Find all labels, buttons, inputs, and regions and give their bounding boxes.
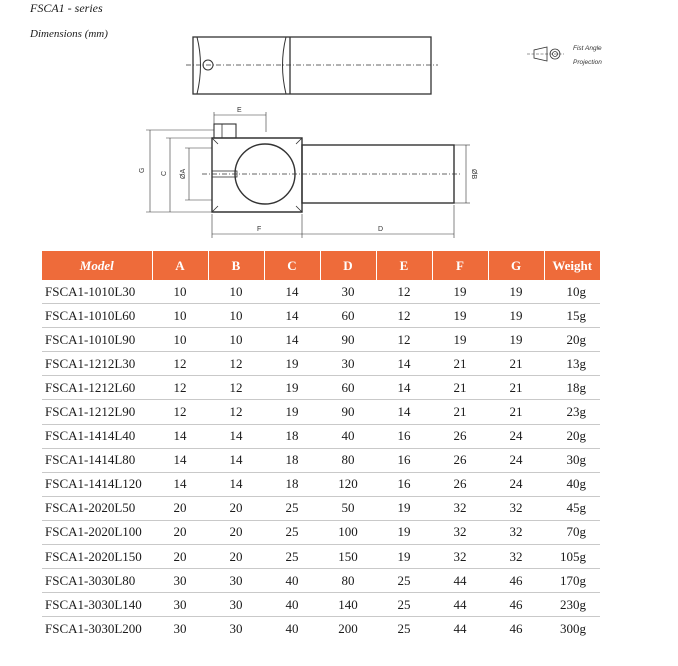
cell-e: 19	[376, 496, 432, 520]
header-a: A	[152, 251, 208, 280]
cell-d: 90	[320, 400, 376, 424]
dim-label-f: F	[257, 226, 262, 233]
cell-d: 50	[320, 496, 376, 520]
cell-g: 32	[488, 545, 544, 569]
cell-b: 30	[208, 569, 264, 593]
table-row	[42, 328, 600, 352]
header-model: Model	[42, 251, 152, 280]
dim-label-a: ØA	[180, 168, 187, 179]
cell-d: 140	[320, 593, 376, 617]
table-row	[42, 400, 600, 424]
dimension-labels	[139, 107, 477, 233]
cell-b: 12	[208, 352, 264, 376]
table-row	[42, 520, 600, 544]
cell-c: 25	[264, 520, 320, 544]
cell-e: 14	[376, 400, 432, 424]
cell-a: 20	[152, 496, 208, 520]
dimensions-table	[42, 251, 600, 640]
cell-model: FSCA1-1010L60	[42, 304, 152, 328]
cell-b: 14	[208, 448, 264, 472]
cell-d: 30	[320, 352, 376, 376]
table-row	[42, 376, 600, 400]
cell-model: FSCA1-1414L40	[42, 424, 152, 448]
cell-e: 12	[376, 328, 432, 352]
dim-label-b: ØB	[470, 169, 477, 180]
cell-b: 14	[208, 424, 264, 448]
cell-b: 12	[208, 376, 264, 400]
cell-g: 21	[488, 376, 544, 400]
cell-f: 19	[432, 304, 488, 328]
cell-a: 20	[152, 520, 208, 544]
cell-b: 12	[208, 400, 264, 424]
cell-a: 14	[152, 424, 208, 448]
table-row	[42, 472, 600, 496]
cell-a: 12	[152, 352, 208, 376]
cell-b: 10	[208, 304, 264, 328]
cell-weight: 230g	[544, 593, 600, 617]
cell-a: 10	[152, 328, 208, 352]
cell-e: 25	[376, 569, 432, 593]
cell-weight: 23g	[544, 400, 600, 424]
cell-a: 20	[152, 545, 208, 569]
cell-a: 10	[152, 280, 208, 304]
cell-b: 20	[208, 496, 264, 520]
cell-f: 21	[432, 352, 488, 376]
cell-model: FSCA1-2020L150	[42, 545, 152, 569]
projection-label-2: Projection	[573, 59, 602, 66]
cell-a: 12	[152, 400, 208, 424]
cell-e: 14	[376, 352, 432, 376]
cell-d: 150	[320, 545, 376, 569]
cell-f: 44	[432, 569, 488, 593]
cell-d: 80	[320, 569, 376, 593]
technical-drawing	[0, 0, 678, 245]
top-view	[186, 37, 438, 94]
cell-a: 14	[152, 448, 208, 472]
cell-e: 19	[376, 520, 432, 544]
cell-g: 32	[488, 520, 544, 544]
table-body	[42, 280, 600, 640]
cell-e: 16	[376, 424, 432, 448]
table-row	[42, 593, 600, 617]
cell-c: 19	[264, 376, 320, 400]
cell-weight: 13g	[544, 352, 600, 376]
cell-weight: 300g	[560, 620, 586, 636]
table-row	[42, 352, 600, 376]
cell-c: 40	[264, 569, 320, 593]
page-title: FSCA1 - series	[30, 1, 103, 15]
cell-d: 30	[320, 280, 376, 304]
cell-weight: 30g	[544, 448, 600, 472]
cell-g: 19	[488, 304, 544, 328]
cell-c: 18	[264, 448, 320, 472]
cell-a: 30	[173, 620, 187, 636]
cell-d: 60	[320, 304, 376, 328]
cell-e: 16	[376, 472, 432, 496]
table-row	[42, 424, 600, 448]
cell-g: 46	[509, 620, 523, 636]
cell-c: 18	[264, 424, 320, 448]
cell-c: 14	[264, 280, 320, 304]
cell-weight: 20g	[544, 328, 600, 352]
dim-label-c: C	[161, 170, 168, 176]
cell-model: FSCA1-3030L80	[42, 569, 152, 593]
cell-g: 46	[488, 593, 544, 617]
cell-model: FSCA1-2020L50	[42, 496, 152, 520]
cell-g: 19	[488, 280, 544, 304]
cell-b: 14	[208, 472, 264, 496]
cell-f: 21	[432, 376, 488, 400]
cell-model: FSCA1-1010L90	[42, 328, 152, 352]
cell-model: FSCA1-1414L120	[42, 472, 152, 496]
cell-d: 90	[320, 328, 376, 352]
cell-g: 21	[488, 400, 544, 424]
table-header-row	[42, 251, 600, 280]
cell-c: 25	[264, 545, 320, 569]
cell-f: 26	[432, 424, 488, 448]
table-row	[42, 569, 600, 593]
cell-b: 10	[208, 280, 264, 304]
cell-c: 19	[264, 352, 320, 376]
cell-c: 14	[264, 304, 320, 328]
header-b: B	[208, 251, 264, 280]
cell-e: 19	[376, 545, 432, 569]
cell-g: 24	[488, 424, 544, 448]
cell-model: FSCA1-1212L30	[42, 352, 152, 376]
cell-f: 19	[432, 280, 488, 304]
cell-model: FSCA1-3030L140	[42, 593, 152, 617]
cell-a: 14	[152, 472, 208, 496]
header-e: E	[376, 251, 432, 280]
cell-d: 200	[338, 620, 358, 636]
cell-g: 24	[488, 472, 544, 496]
cell-b: 20	[208, 520, 264, 544]
cell-model: FSCA1-1212L60	[42, 376, 152, 400]
cell-a: 30	[152, 593, 208, 617]
cell-c: 40	[285, 620, 299, 636]
cell-e: 14	[376, 376, 432, 400]
cell-b: 30	[208, 593, 264, 617]
cell-f: 21	[432, 400, 488, 424]
dim-label-e: E	[237, 107, 242, 114]
dimension-lines	[146, 112, 470, 238]
cell-g: 46	[488, 569, 544, 593]
cell-weight: 170g	[544, 569, 600, 593]
cell-c: 25	[264, 496, 320, 520]
cell-c: 14	[264, 328, 320, 352]
dim-label-d: D	[378, 226, 384, 233]
cell-c: 40	[264, 593, 320, 617]
dim-label-g: G	[139, 167, 146, 173]
cell-d: 60	[320, 376, 376, 400]
cell-weight: 45g	[544, 496, 600, 520]
cell-a: 30	[152, 569, 208, 593]
projection-label-1: Fist Angle	[573, 45, 602, 52]
cell-f: 44	[453, 620, 467, 636]
cell-d: 100	[320, 520, 376, 544]
cell-model: FSCA1-2020L100	[42, 520, 152, 544]
cell-weight: 18g	[544, 376, 600, 400]
cell-weight: 20g	[544, 424, 600, 448]
cell-f: 26	[432, 472, 488, 496]
cell-f: 19	[432, 328, 488, 352]
cell-model: FSCA1-1212L90	[42, 400, 152, 424]
front-view	[202, 124, 462, 212]
cell-g: 24	[488, 448, 544, 472]
cell-weight: 10g	[544, 280, 600, 304]
cell-a: 12	[152, 376, 208, 400]
cell-d: 40	[320, 424, 376, 448]
cell-g: 32	[488, 496, 544, 520]
header-f: F	[432, 251, 488, 280]
cell-weight: 105g	[544, 545, 600, 569]
cell-c: 19	[264, 400, 320, 424]
cell-model: FSCA1-1010L30	[42, 280, 152, 304]
cell-f: 26	[432, 448, 488, 472]
cell-a: 10	[152, 304, 208, 328]
table-row	[42, 280, 600, 304]
cell-b: 30	[229, 620, 243, 636]
cell-weight: 40g	[544, 472, 600, 496]
cell-e: 12	[376, 304, 432, 328]
cell-weight: 70g	[544, 520, 600, 544]
table-row	[42, 448, 600, 472]
cell-g: 21	[488, 352, 544, 376]
cell-f: 32	[432, 545, 488, 569]
cell-g: 19	[488, 328, 544, 352]
cell-b: 10	[208, 328, 264, 352]
cell-f: 32	[432, 520, 488, 544]
cell-d: 120	[320, 472, 376, 496]
header-g: G	[488, 251, 544, 280]
cell-f: 44	[432, 593, 488, 617]
cell-b: 20	[208, 545, 264, 569]
header-d: D	[320, 251, 376, 280]
header-c: C	[264, 251, 320, 280]
table-row	[42, 617, 600, 641]
table-row	[42, 304, 600, 328]
cell-e: 16	[376, 448, 432, 472]
table-row	[42, 496, 600, 520]
cell-e: 12	[376, 280, 432, 304]
cell-e: 25	[397, 620, 411, 636]
projection-symbol	[527, 45, 602, 66]
header-weight: Weight	[544, 251, 600, 280]
table-row	[42, 545, 600, 569]
cell-model: FSCA1-3030L200	[45, 620, 142, 636]
cell-weight: 15g	[544, 304, 600, 328]
page-subtitle: Dimensions (mm)	[30, 28, 108, 40]
cell-model: FSCA1-1414L80	[42, 448, 152, 472]
cell-d: 80	[320, 448, 376, 472]
cell-c: 18	[264, 472, 320, 496]
cell-e: 25	[376, 593, 432, 617]
cell-f: 32	[432, 496, 488, 520]
